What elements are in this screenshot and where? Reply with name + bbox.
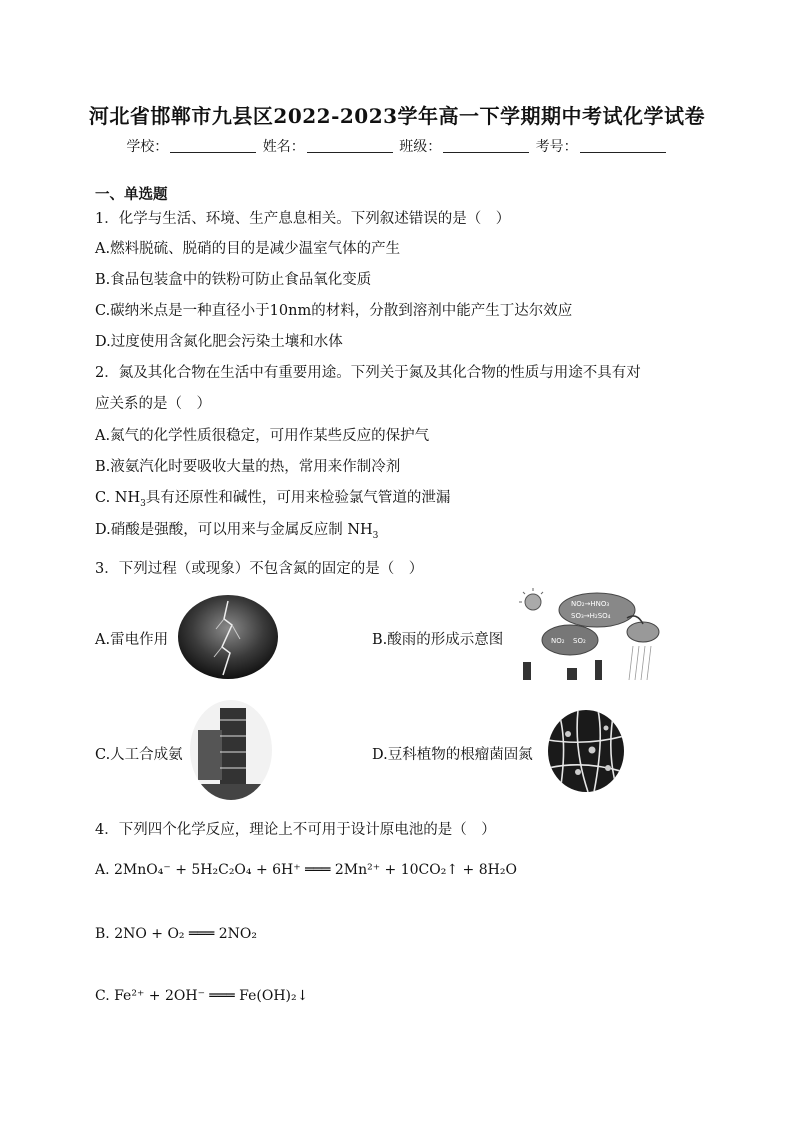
acid-rain-diagram [515, 588, 663, 684]
lightning-photo [178, 595, 278, 679]
q4-option-c: C. Fe²⁺ + 2OH⁻ ═══ Fe(OH)₂↓ [95, 988, 309, 1004]
q2-c-sub: 3 [140, 498, 146, 509]
q1-stem: 1．化学与生活、环境、生产息息相关。下列叙述错误的是（ ） [95, 211, 511, 227]
q2-option-b: B.液氨汽化时要吸收大量的热，常用来作制冷剂 [95, 459, 401, 475]
q2-d-pre: D.硝酸是强酸，可以用来与金属反应制 NH [95, 522, 373, 538]
q2-option-c [95, 486, 450, 509]
page-title: 河北省邯郸市九县区2022-2023学年高一下学期期中考试化学试卷 [88, 104, 706, 128]
q4-option-b: B. 2NO + O₂ ═══ 2NO₂ [95, 926, 257, 942]
diagram-label-4: SO₂ [573, 637, 586, 645]
q2-c-pre: C. NH [95, 490, 141, 506]
q1-option-d: D.过度使用含氮化肥会污染土壤和水体 [95, 334, 343, 350]
q1-option-a: A.燃料脱硫、脱硝的目的是减少温室气体的产生 [95, 241, 401, 257]
name-label: 姓名： [262, 139, 305, 155]
exam-no-label: 考号： [535, 139, 578, 155]
class-blank[interactable] [443, 140, 529, 153]
section-heading: 一、单选题 [95, 186, 168, 203]
q2-stem-line2: 应关系的是（ ） [95, 396, 211, 412]
school-blank[interactable] [170, 140, 256, 153]
q1-option-c: C.碳纳米点是一种直径小于10nm的材料，分散到溶剂中能产生丁达尔效应 [95, 303, 573, 319]
q2-stem-line1: 2．氮及其化合物在生活中有重要用途。下列关于氮及其化合物的性质与用途不具有对 [95, 365, 641, 381]
q3-option-c: C.人工合成氨 [95, 747, 183, 763]
q2-option-d [95, 518, 378, 541]
q1-option-b: B.食品包装盒中的铁粉可防止食品氧化变质 [95, 272, 372, 288]
q3-option-d: D.豆科植物的根瘤菌固氮 [372, 747, 533, 763]
diagram-label-1: NO₂→HNO₃ [571, 600, 610, 608]
q3-option-b: B.酸雨的形成示意图 [372, 632, 504, 648]
student-info-line [0, 136, 794, 156]
q3-option-a: A.雷电作用 [95, 632, 169, 648]
q4-option-a: A. 2MnO₄⁻ + 5H₂C₂O₄ + 6H⁺ ═══ 2Mn²⁺ + 10CO₂↑ + 8H₂O [95, 862, 517, 878]
q2-c-post: 具有还原性和碱性，可用来检验氯气管道的泄漏 [145, 490, 451, 506]
diagram-label-2: SO₃→H₂SO₄ [571, 612, 611, 620]
ammonia-plant-photo [190, 700, 272, 800]
exam-no-blank[interactable] [580, 140, 666, 153]
name-blank[interactable] [307, 140, 393, 153]
q3-stem: 3．下列过程（或现象）不包含氮的固定的是（ ） [95, 561, 424, 577]
root-nodule-photo [548, 710, 624, 792]
q4-stem: 4．下列四个化学反应，理论上不可用于设计原电池的是（ ） [95, 822, 496, 838]
q2-option-a: A.氮气的化学性质很稳定，可用作某些反应的保护气 [95, 428, 430, 444]
school-label: 学校： [126, 139, 169, 155]
q2-d-sub: 3 [372, 530, 379, 541]
class-label: 班级： [399, 139, 442, 155]
diagram-label-3: NO₂ [551, 637, 565, 645]
